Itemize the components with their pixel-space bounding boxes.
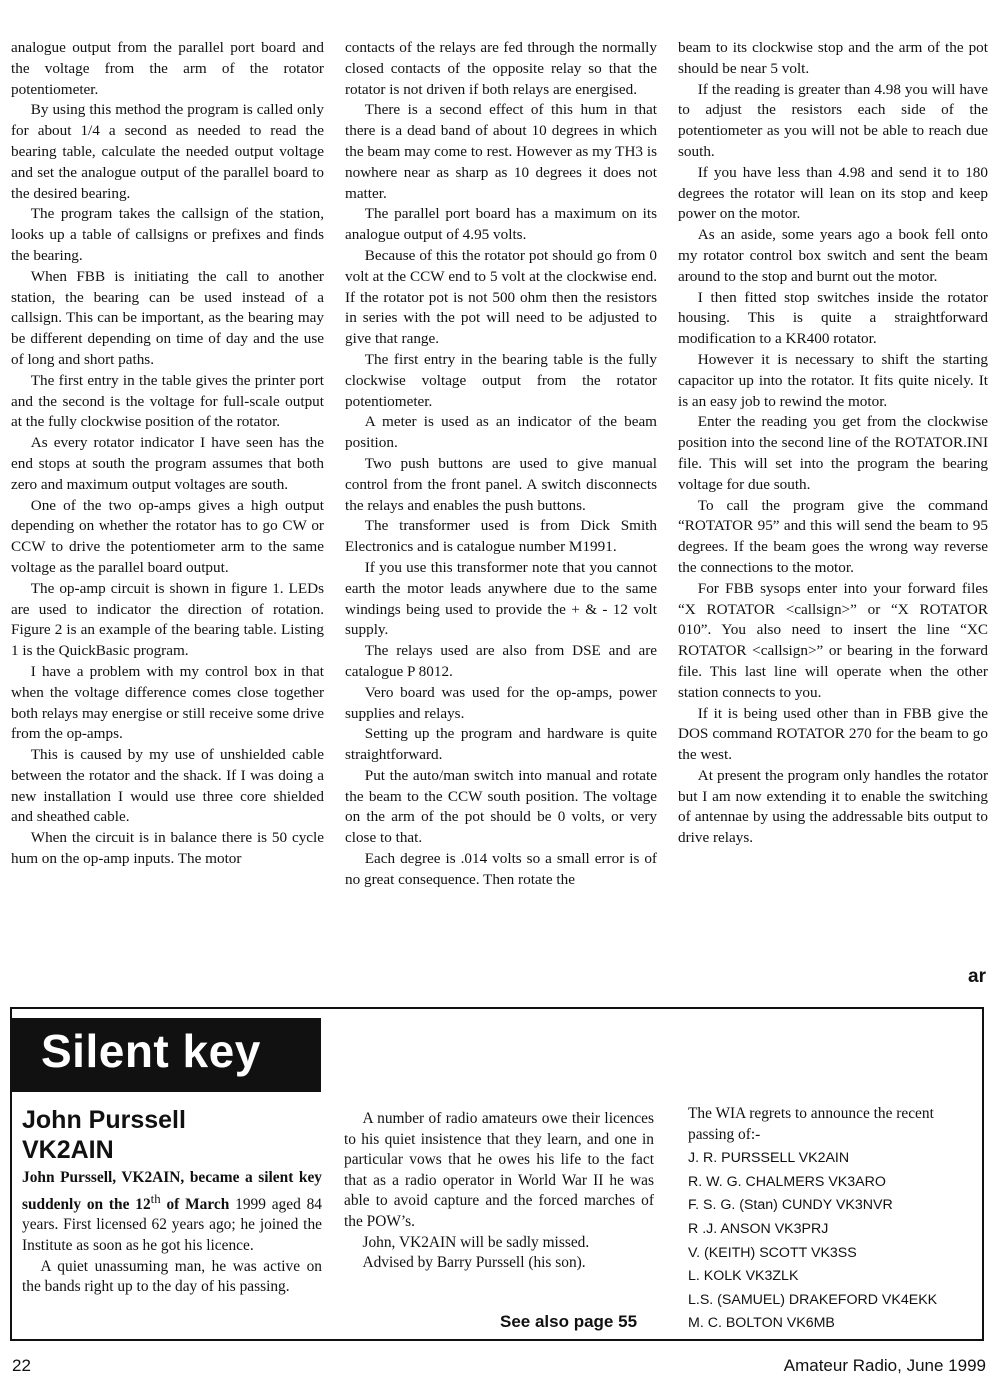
- article-paragraph: The first entry in the bearing table is the fully clockwise voltage output from the rotator potentiometer.: [345, 350, 657, 410]
- list-item: M. C. BOLTON VK6MB: [688, 1315, 835, 1332]
- obituary-heading: [22, 1105, 342, 1165]
- article-paragraph: Because of this the rotator pot should go from 0 volt at the CCW end to 5 volt at the clockwise end. If the rotator pot is not 500 ohm then the resistors in series with the pot will need to be adjusted to give that range.: [345, 246, 657, 348]
- obituary-paragraph: A quiet unassuming man, he was active on the bands right up to the day of his passing.: [22, 1257, 322, 1296]
- list-item: J. R. PURSSELL VK2AIN: [688, 1150, 850, 1167]
- article-paragraph: When FBB is initiating the call to another station, the bearing can be used instead of a callsign. This can be important, as the bearing may be different depending on time of day and the use of long and short paths.: [11, 267, 324, 368]
- obituary-paragraph: John, VK2AIN will be sadly missed.: [362, 1233, 590, 1251]
- article-paragraph: This is caused by my use of unshielded cable between the rotator and the shack. If I was doing a new installation I would use three core shielded and sheathed cable.: [11, 746, 324, 826]
- article-paragraph: As every rotator indicator I have seen has the end stops at south the program assumes that both zero and maximum output voltages are south.: [11, 434, 324, 493]
- lead-body-text: 1999 aged 84 years. First licensed 62 years ago; he joined the Institute as soon as he got his licence.: [22, 1195, 322, 1254]
- obituary-paragraph: A number of radio amateurs owe their licences to his quiet insistence that they learn, and one in particular vows that he owes his life to the fact that as a radio operator in World War II he was able to avoid capture and the forced marches of the POW’s.: [344, 1110, 654, 1230]
- article-paragraph: To call the program give the command “ROTATOR 95” and this will send the beam to 95 degrees. If the beam goes the wrong way reverse the connections to the motor.: [678, 496, 988, 576]
- article-paragraph: The relays used are also from DSE and are catalogue P 8012.: [345, 642, 657, 680]
- article-paragraph: I then fitted stop switches inside the rotator housing. This is quite a straightforward modification to a KR400 rotator.: [678, 288, 988, 348]
- article-paragraph: analogue output from the parallel port board and the voltage from the arm of the rotator potentiometer.: [11, 39, 324, 98]
- article-paragraph: If you use this transformer note that you cannot earth the motor leads anywhere due to the same windings being used to provide the + & - 12 volt supply.: [345, 558, 657, 639]
- banner-title: Silent key: [41, 1025, 261, 1077]
- article-paragraph: If you have less than 4.98 and send it to 180 degrees the rotator will lean on its stop and keep power on the motor.: [678, 163, 988, 223]
- lead-bold-text-2: of March: [160, 1195, 230, 1213]
- list-item: F. S. G. (Stan) CUNDY VK3NVR: [688, 1197, 893, 1214]
- article-paragraph: Each degree is .014 volts so a small error is of no great consequence. Then rotate the: [345, 850, 657, 888]
- list-item: V. (KEITH) SCOTT VK3SS: [688, 1244, 857, 1261]
- passing-list: [688, 1147, 978, 1336]
- obituary-lead-paragraph: [22, 1168, 322, 1257]
- article-paragraph: One of the two op-amps gives a high output depending on whether the rotator has to go CW or CCW to drive the potentiometer arm to the same voltage as the parallel board output.: [11, 496, 324, 576]
- article-paragraph: The first entry in the table gives the printer port and the second is the voltage for full-scale output at the fully clockwise position of the rotator.: [11, 371, 324, 431]
- article-paragraph: The program takes the callsign of the station, looks up a table of callsigns or prefixes and finds the bearing.: [11, 205, 324, 264]
- lead-bold-text: John Purssell, VK2AIN, became a silent key suddenly on the 12: [22, 1169, 322, 1213]
- article-paragraph: There is a second effect of this hum in that there is a dead band of about 10 degrees in which the beam may come to rest. However as my TH3 is nowhere near as sharp as 10 degrees it does not matter.: [345, 101, 657, 202]
- article-paragraph: Vero board was used for the op-amps, power supplies and relays.: [345, 683, 657, 722]
- silent-key-banner: [11, 1018, 321, 1092]
- article-paragraph: A meter is used as an indicator of the beam position.: [345, 413, 657, 452]
- obituary-name: John Purssell: [22, 1106, 186, 1134]
- article-paragraph: However it is necessary to shift the starting capacitor up into the rotator. It fits quite nicely. It is an easy job to rewind the motor.: [678, 350, 988, 410]
- article-paragraph: Enter the reading you get from the clockwise position into the second line of the ROTATOR.INI file. This will set into the program the bearing voltage for due south.: [678, 413, 988, 493]
- see-also-reference: See also page 55: [500, 1312, 638, 1331]
- article-column-2: [345, 38, 657, 891]
- article-paragraph: At present the program only handles the rotator but I am now extending it to enable the switching of antennae by using the addressable bits output to drive relays.: [678, 766, 988, 847]
- article-column-3: [678, 38, 988, 849]
- article-paragraph: By using this method the program is called only for about 1/4 a second as needed to read the bearing table, calculate the needed output voltage and set the analogue output of the parallel board to the desired bearing.: [11, 101, 324, 202]
- article-paragraph: The op-amp circuit is shown in figure 1. LEDs are used to indicator the direction of rotation. Figure 2 is an example of the bearing table. Listing 1 is the QuickBasic program.: [11, 579, 324, 660]
- article-paragraph: The transformer used is from Dick Smith Electronics and is catalogue number M1991.: [345, 517, 657, 556]
- article-paragraph: Two push buttons are used to give manual control from the front panel. A switch disconnects the relays and enables the push buttons.: [345, 454, 657, 514]
- passing-list-column: [688, 1104, 978, 1336]
- article-paragraph: I have a problem with my control box in that when the voltage difference comes close together both relays may energise or still receive some drive from the op-amps.: [11, 662, 324, 743]
- article-paragraph: When the circuit is in balance there is 50 cycle hum on the op-amp inputs. The motor: [11, 829, 324, 868]
- regrets-intro: The WIA regrets to announce the recent passing of:-: [688, 1105, 934, 1143]
- article-paragraph: For FBB sysops enter into your forward files “X ROTATOR <callsign>” or “X ROTATOR 010”. You also need to insert the line “XC ROTATOR <callsign>” or bearing in the forward file. This last line will operate when the other station connects to you.: [678, 579, 988, 701]
- list-item: L.S. (SAMUEL) DRAKEFORD VK4EKK: [688, 1291, 938, 1308]
- article-column-1: [11, 38, 324, 870]
- obituary-callsign: VK2AIN: [22, 1136, 114, 1164]
- article-paragraph: As an aside, some years ago a book fell onto my rotator control box switch and sent the beam around to the stop and burnt out the motor.: [678, 226, 988, 285]
- magazine-issue: Amateur Radio, June 1999: [783, 1356, 986, 1375]
- obituary-paragraph: Advised by Barry Purssell (his son).: [362, 1254, 586, 1272]
- article-paragraph: The parallel port board has a maximum on its analogue output of 4.95 volts.: [345, 205, 657, 244]
- article-paragraph: contacts of the relays are fed through the normally closed contacts of the opposite relay so that the rotator is not driven if both relays are energised.: [345, 39, 657, 98]
- lead-ordinal-suffix: th: [150, 1191, 161, 1206]
- article-paragraph: If it is being used other than in FBB give the DOS command ROTATOR 270 for the beam to go the west.: [678, 704, 988, 764]
- article-paragraph: Put the auto/man switch into manual and rotate the beam to the CCW south position. The voltage on the arm of the pot should be 0 volts, or very close to that.: [345, 766, 657, 847]
- list-item: R .J. ANSON VK3PRJ: [688, 1220, 829, 1237]
- obituary-column-1: [22, 1168, 322, 1298]
- article-paragraph: beam to its clockwise stop and the arm of the pot should be near 5 volt.: [678, 39, 988, 77]
- article-end-mark: ar: [968, 966, 986, 987]
- list-item: L. KOLK VK3ZLK: [688, 1268, 799, 1285]
- list-item: R. W. G. CHALMERS VK3ARO: [688, 1173, 886, 1190]
- article-paragraph: Setting up the program and hardware is quite straightforward.: [345, 725, 657, 764]
- obituary-column-2: [344, 1109, 654, 1274]
- page-number: 22: [12, 1356, 31, 1375]
- article-paragraph: If the reading is greater than 4.98 you will have to adjust the resistors each side of the potentiometer as you will not be able to reach due south.: [678, 80, 988, 160]
